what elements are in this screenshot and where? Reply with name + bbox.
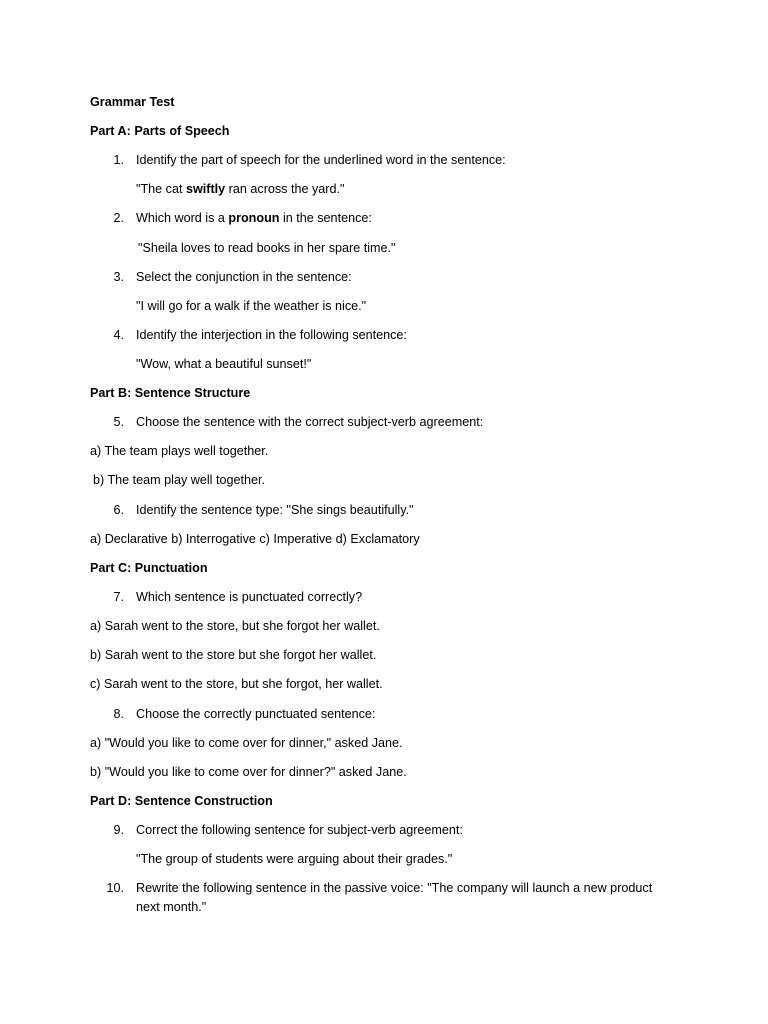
answer-option-a: a) The team plays well together.: [90, 444, 269, 458]
answer-option-a: a) "Would you like to come over for dinner," asked Jane.: [90, 736, 403, 750]
answer-option-c: c) Sarah went to the store, but she forgot, her wallet.: [90, 677, 383, 691]
answer-option-b: b) Sarah went to the store but she forgot her wallet.: [90, 648, 377, 662]
question-number: 7.: [113, 590, 124, 604]
answer-option-b: b) "Would you like to come over for dinner?" asked Jane.: [90, 765, 407, 779]
question-number: 9.: [113, 823, 124, 837]
question-text: Rewrite the following sentence in the passive voice: "The company will launch a new product: [136, 881, 653, 895]
page-title: Grammar Test: [90, 95, 175, 109]
question-text: Which sentence is punctuated correctly?: [136, 590, 363, 604]
section-heading-part-a: Part A: Parts of Speech: [90, 124, 230, 138]
example-sentence: "Wow, what a beautiful sunset!": [136, 357, 312, 371]
question-text: Which word is a pronoun in the sentence:: [136, 211, 372, 225]
example-sentence: "The group of students were arguing about their grades.": [136, 852, 453, 866]
answer-option-b: b) The team play well together.: [93, 473, 265, 487]
question-number: 8.: [113, 707, 124, 721]
question-number: 10.: [106, 881, 124, 895]
answer-option-a: a) Sarah went to the store, but she forgot her wallet.: [90, 619, 380, 633]
emphasized-word: swiftly: [185, 182, 226, 196]
example-sentence: "Sheila loves to read books in her spare time.": [138, 241, 396, 255]
question-number: 5.: [113, 415, 124, 429]
section-heading-part-c: Part C: Punctuation: [90, 561, 208, 575]
emphasized-word: pronoun: [228, 211, 280, 225]
example-sentence: "I will go for a walk if the weather is nice.": [136, 299, 367, 313]
question-text: Identify the part of speech for the underlined word in the sentence:: [136, 153, 506, 167]
question-number: 2.: [113, 211, 124, 225]
section-heading-part-b: Part B: Sentence Structure: [90, 386, 251, 400]
question-text: Choose the correctly punctuated sentence:: [136, 707, 376, 721]
question-number: 4.: [113, 328, 124, 342]
question-text: Identify the sentence type: "She sings beautifully.": [136, 503, 414, 517]
question-text: Choose the sentence with the correct subject-verb agreement:: [136, 415, 484, 429]
question-number: 6.: [113, 503, 124, 517]
answer-options: a) Declarative b) Interrogative c) Imperative d) Exclamatory: [90, 532, 420, 546]
example-sentence: "The cat swiftly ran across the yard.": [136, 182, 345, 196]
section-heading-part-d: Part D: Sentence Construction: [90, 794, 273, 808]
question-number: 3.: [113, 270, 124, 284]
question-text: Correct the following sentence for subject-verb agreement:: [136, 823, 463, 837]
question-text-continuation: next month.": [136, 900, 207, 914]
question-text: Select the conjunction in the sentence:: [136, 270, 352, 284]
question-text: Identify the interjection in the following sentence:: [136, 328, 407, 342]
question-number: 1.: [113, 153, 124, 167]
